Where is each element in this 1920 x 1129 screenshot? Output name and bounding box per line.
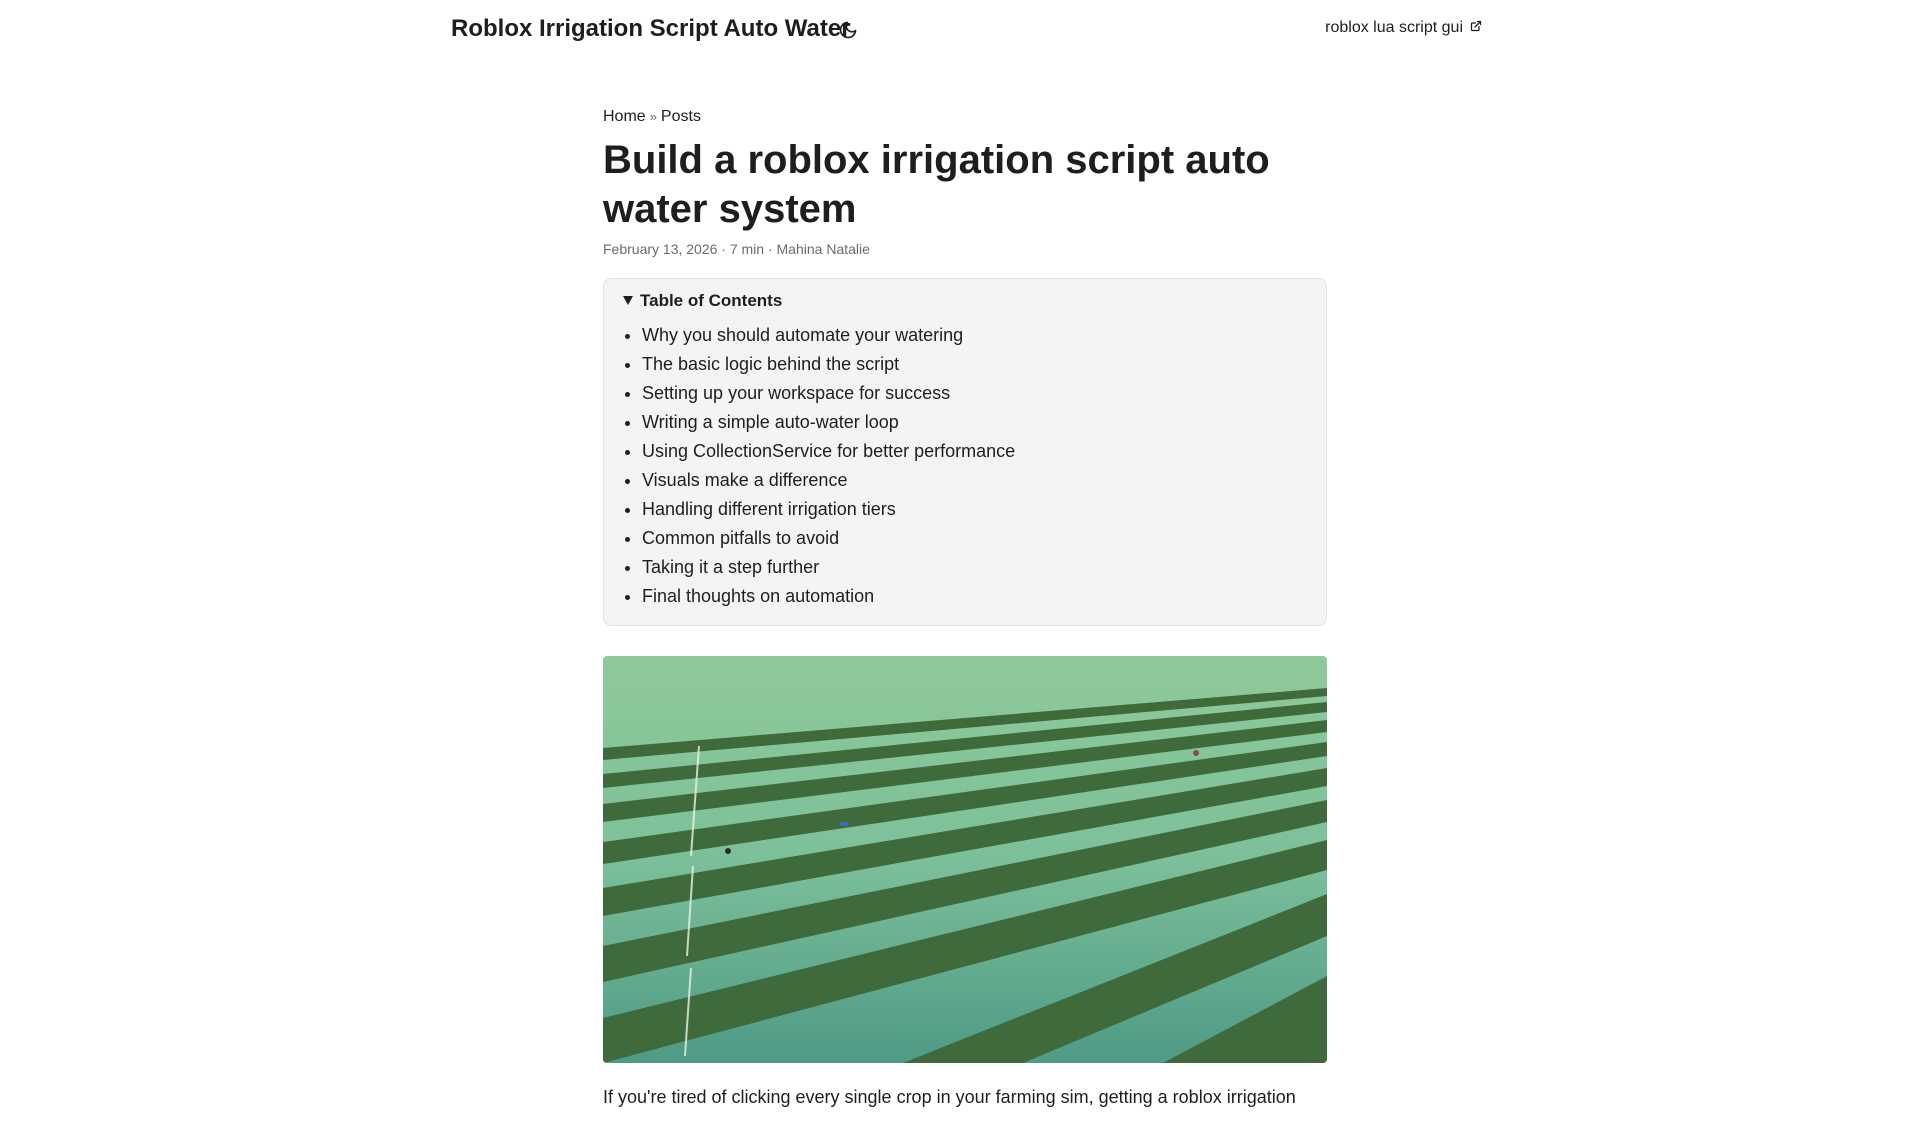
menu-link-label: roblox lua script gui [1325,19,1463,36]
post-meta: February 13, 2026 · 7 min · Mahina Natalie [603,241,870,257]
main-content [603,106,1327,1129]
toc-item [642,321,1308,350]
toc-link[interactable]: Common pitfalls to avoid [642,528,840,548]
toc-link[interactable]: Using CollectionService for better performance [642,441,1016,461]
toc-item [642,437,1308,466]
toc-item [642,350,1308,379]
page-title: Build a roblox irrigation script auto water system [603,138,1270,231]
toc-link[interactable]: Taking it a step further [642,557,820,577]
toc-title: Table of Contents [640,291,783,310]
breadcrumb [603,106,1327,128]
toc-item [642,553,1308,582]
toc-item [642,379,1308,408]
breadcrumb-home[interactable]: Home [603,108,646,125]
menu-link-lua-gui[interactable] [1325,19,1482,37]
cover-image [603,656,1327,1063]
toc-link[interactable]: Final thoughts on automation [642,586,875,606]
toc-link[interactable]: Writing a simple auto-water loop [642,412,899,432]
moon-icon[interactable] [838,20,858,40]
triangle-down-icon [622,291,634,311]
toc-link[interactable]: Visuals make a difference [642,470,848,490]
post-intro: If you're tired of clicking every single crop in your farming sim, getting a roblox irrigation [603,1087,1296,1107]
toc-list [622,321,1308,611]
site-header [0,0,1920,60]
toc-link[interactable]: The basic logic behind the script [642,354,900,374]
toc-item [642,466,1308,495]
toc-link[interactable]: Why you should automate your watering [642,325,964,345]
toc-toggle[interactable] [622,289,1308,313]
toc-link[interactable]: Setting up your workspace for success [642,383,951,403]
site-title[interactable]: Roblox Irrigation Script Auto Water [451,15,851,42]
toc-item [642,524,1308,553]
breadcrumb-separator: » [649,109,657,124]
external-link-icon [1470,19,1482,37]
breadcrumb-posts[interactable]: Posts [660,108,701,125]
toc-item [642,408,1308,437]
toc-item [642,582,1308,611]
toc-item [642,495,1308,524]
toc-link[interactable]: Handling different irrigation tiers [642,499,896,519]
table-of-contents [603,278,1327,626]
